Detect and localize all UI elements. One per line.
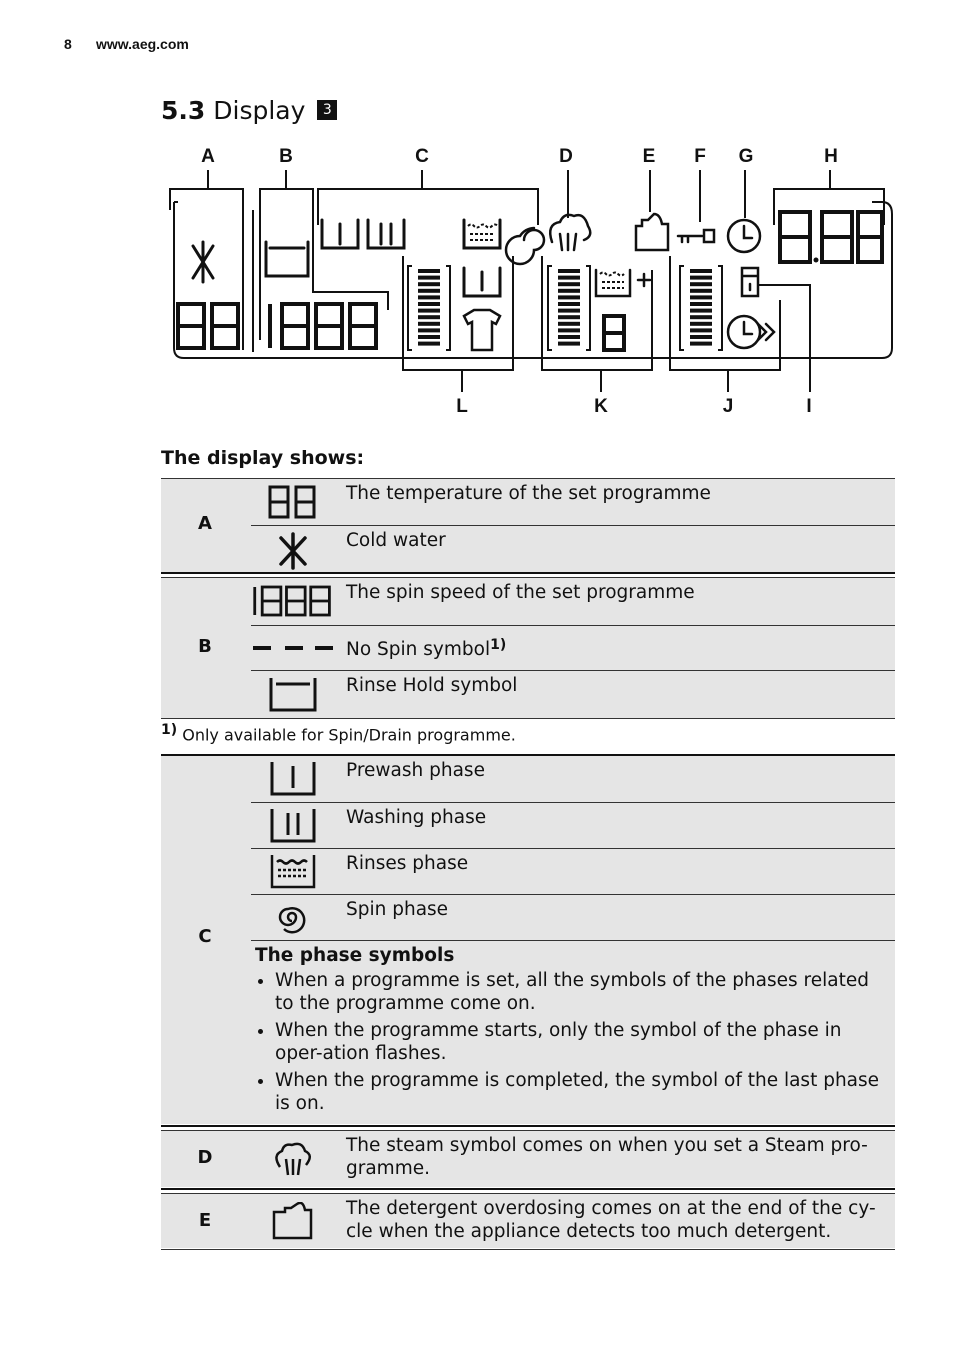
time-digit: [858, 212, 882, 262]
bar-graph-l: [408, 266, 450, 350]
table-row: [251, 525, 895, 572]
row-text: The detergent overdosing comes on at the end of the cy-cle when the appliance detects too much detergent.: [346, 1198, 876, 1242]
callout-f: F: [694, 146, 706, 167]
row-text: Washing phase: [346, 807, 487, 828]
bar-segment: [558, 282, 580, 286]
steam-icon: [550, 215, 590, 250]
section-a: [161, 479, 895, 572]
bar-graphs: [408, 266, 722, 350]
time-digit: [780, 212, 810, 262]
table-row: [251, 848, 895, 895]
phase-notes: [255, 944, 881, 1119]
table-row: [251, 578, 895, 625]
callout-d: D: [559, 146, 573, 167]
snowflake-icon: [193, 242, 213, 282]
delay-start-icon: [728, 220, 760, 252]
bar-segment: [690, 276, 712, 280]
callout-e: E: [642, 146, 656, 167]
section-number: 5.3: [161, 96, 206, 125]
notes-list: [255, 969, 881, 1115]
section-d: [161, 1131, 895, 1187]
bar-segment: [418, 309, 440, 313]
no-spin-text: No Spin symbol: [346, 639, 491, 660]
small-wash-icon: [464, 268, 500, 296]
list-item: • When the programme starts, only the symbol of the phase in oper-ation flashes.: [275, 1019, 881, 1065]
time-dot: [814, 258, 819, 263]
washing-icon: [368, 220, 404, 248]
callout-j: J: [722, 396, 734, 417]
bar-segment: [690, 322, 712, 326]
table-row: [251, 894, 895, 941]
section-b: [161, 578, 895, 718]
time-digit: [822, 212, 852, 262]
bar-segment: [558, 309, 580, 313]
bar-segment: [690, 335, 712, 339]
dashes-icon: [251, 644, 335, 652]
bar-segment: [558, 315, 580, 319]
table-row: [251, 1194, 895, 1248]
rule: [161, 572, 895, 574]
display-diagram: [160, 140, 900, 430]
bracket-h: [774, 189, 884, 225]
steam-icon: [251, 1141, 335, 1177]
section-e: [161, 1194, 895, 1248]
four-digit-segment-icon: [251, 584, 335, 618]
row-text: [346, 634, 879, 661]
bar-segment: [690, 309, 712, 313]
rule: [161, 1249, 895, 1250]
table-row: [251, 756, 895, 802]
bar-segment: [418, 328, 440, 332]
spin-icon: [506, 228, 544, 264]
callout-g: G: [738, 146, 754, 167]
two-digit-segment-icon: [251, 485, 335, 519]
bar-segment: [418, 322, 440, 326]
washing-icon: [251, 807, 335, 843]
table-row: [251, 1131, 895, 1187]
bar-segment: [690, 282, 712, 286]
door-lock-icon: [742, 268, 758, 296]
spin-digit: [350, 304, 376, 348]
section-title: [161, 96, 337, 125]
bar-segment: [558, 322, 580, 326]
rinse-hold-icon: [251, 676, 335, 712]
temp-digit: [178, 304, 204, 348]
section-letter: D: [197, 1147, 213, 1168]
spin-icon: [251, 901, 335, 935]
bar-segment: [558, 328, 580, 332]
bar-segment: [690, 295, 712, 299]
footnote-mark: 1): [161, 722, 178, 738]
row-text: Cold water: [346, 530, 446, 551]
phase-notes-row: [251, 940, 895, 1125]
bar-segment: [690, 342, 712, 346]
callout-b: B: [279, 146, 293, 167]
section-name: Display: [213, 96, 306, 125]
time-saver-icon: [728, 316, 774, 348]
bar-segment: [690, 269, 712, 273]
section-letter: E: [198, 1210, 212, 1231]
section-c: [161, 756, 895, 1124]
table-row: [251, 670, 895, 718]
bar-segment: [558, 335, 580, 339]
figure-ref: 3: [317, 100, 337, 120]
rinse-hold-icon: [266, 242, 308, 276]
temp-digit: [212, 304, 238, 348]
bar-segment: [690, 315, 712, 319]
shirt-icon: [464, 310, 500, 350]
row-text: The spin speed of the set programme: [346, 582, 695, 603]
prewash-icon: [251, 760, 335, 796]
bar-segment: [558, 342, 580, 346]
prewash-icon: [322, 220, 358, 248]
bar-segment: [418, 289, 440, 293]
snowflake-icon: [251, 532, 335, 570]
callout-h: H: [824, 146, 838, 167]
list-item: • When the programme is completed, the symbol of the last phase is on.: [275, 1069, 881, 1115]
notes-heading: The phase symbols: [255, 945, 455, 966]
bar-graph-k: [548, 266, 590, 350]
row-text: Prewash phase: [346, 760, 485, 781]
footnote-text: Only available for Spin/Drain programme.: [182, 725, 516, 745]
bar-segment: [418, 335, 440, 339]
child-lock-icon: [678, 230, 714, 242]
page-number: 8: [64, 36, 72, 52]
callout-c: C: [415, 146, 429, 167]
section-letter: C: [198, 926, 212, 947]
table-row: [251, 625, 895, 671]
rule: [161, 718, 895, 719]
bar-segment: [558, 302, 580, 306]
bar-segment: [690, 328, 712, 332]
bar-segment: [690, 289, 712, 293]
spin-digit: [282, 304, 308, 348]
site-url[interactable]: www.aeg.com: [96, 36, 189, 52]
table-row: [251, 479, 895, 525]
bar-segment: [418, 295, 440, 299]
bar-segment: [558, 269, 580, 273]
section-letter: A: [198, 513, 212, 534]
row-text: Rinses phase: [346, 853, 469, 874]
bracket-b: [260, 189, 388, 340]
list-item: • When a programme is set, all the symbols of the phases related to the programme come on.: [275, 969, 881, 1015]
bar-segment: [418, 315, 440, 319]
detergent-overdose-icon: [636, 214, 668, 250]
callout-a: A: [201, 146, 215, 167]
rinse-digit: [604, 316, 624, 350]
bar-segment: [418, 342, 440, 346]
bar-segment: [558, 289, 580, 293]
detergent-overdose-icon: [251, 1202, 335, 1240]
bar-segment: [558, 295, 580, 299]
callout-l: L: [456, 396, 468, 417]
rule: [161, 1188, 895, 1190]
rinses-icon: [251, 853, 335, 889]
row-text: The temperature of the set programme: [346, 483, 711, 504]
callout-k: K: [594, 396, 608, 417]
bar-segment: [418, 302, 440, 306]
callout-i: I: [806, 396, 812, 417]
bar-segment: [418, 282, 440, 286]
spin-digit: [316, 304, 342, 348]
bracket-j: [670, 256, 780, 370]
table-heading: The display shows:: [161, 447, 365, 469]
row-text: Rinse Hold symbol: [346, 675, 518, 696]
bar-graph-j: [680, 266, 722, 350]
bracket-c: [318, 189, 538, 225]
bar-segment: [418, 269, 440, 273]
bar-segment: [418, 276, 440, 280]
rule: [161, 1125, 895, 1127]
section-letter: B: [198, 636, 212, 657]
footnote: [161, 722, 516, 744]
bar-segment: [690, 302, 712, 306]
row-text: Spin phase: [346, 899, 449, 920]
footnote-ref[interactable]: 1): [490, 637, 507, 653]
table-row: [251, 802, 895, 849]
bar-segment: [558, 276, 580, 280]
row-text: The steam symbol comes on when you set a Steam pro-gramme.: [346, 1135, 868, 1179]
